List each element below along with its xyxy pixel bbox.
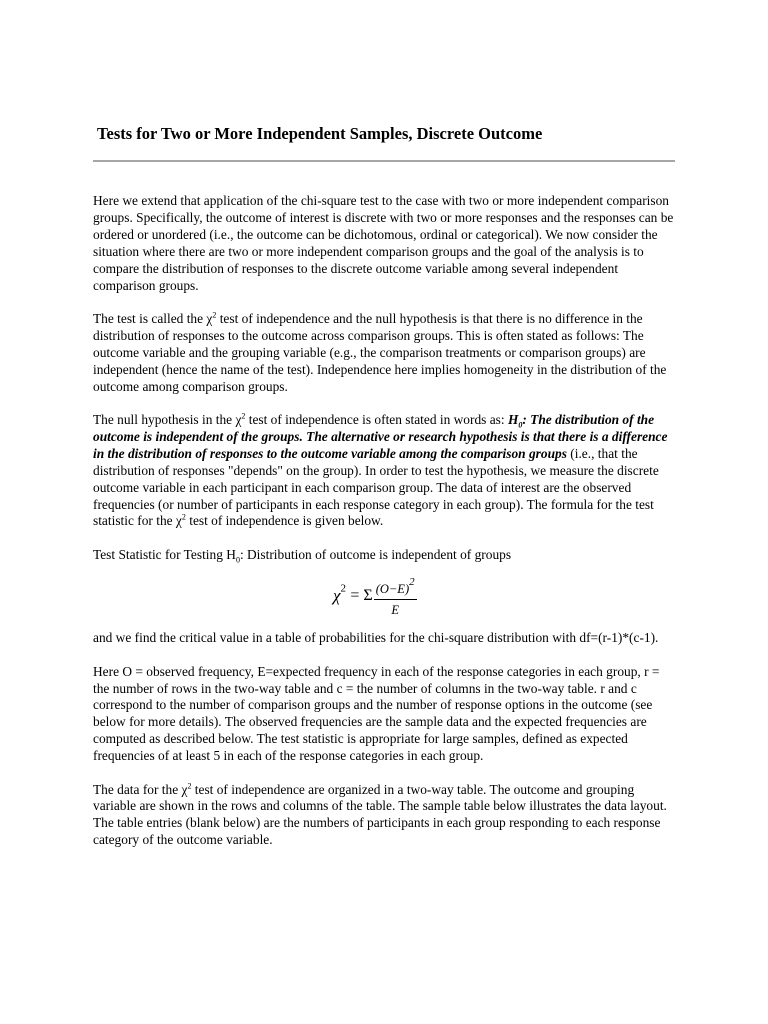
formula-chi: χ	[333, 586, 341, 606]
paragraph-critical-value: and we find the critical value in a table of probabilities for the chi-square distribution with df=(r-1)*(c-1).	[93, 630, 659, 646]
text-segment: The data for the χ	[93, 781, 188, 797]
superscript: 2	[241, 411, 246, 421]
h0-letter: H	[507, 411, 519, 427]
superscript: 2	[187, 781, 192, 791]
text-segment: The null hypothesis in the χ	[93, 411, 242, 427]
numerator-exponent: 2	[409, 576, 415, 589]
formula-equals-sigma: = Σ	[350, 587, 373, 605]
paragraph-intro: Here we extend that application of the chi-square test to the case with two or more independent comparison groups. Specifically, the outcome of interest is discrete with two or more responses and the responses can be ordered or unordered (i.e., the outcome can be dichotomous, ordinal or categorical). We now consider the situation where there are two or more independent comparison groups and the goal of the analysis is to compare the distribution of responses to the discrete outcome variable among several independent comparison groups.	[93, 193, 674, 293]
formula-chi-exponent: 2	[340, 582, 346, 595]
h0-label	[507, 411, 523, 430]
formula-denominator: E	[391, 603, 399, 618]
paragraph-definitions: Here O = observed frequency, E=expected frequency in each of the response categories in each group, r = the number of rows in the two-way table and c = the number of columns in the two-way table. r and c correspond to the number of comparison groups and the number of response options in the outcome (see below for more details). The observed frequencies are the sample data and the expected frequencies are computed as described below. The test statistic is appropriate for large samples, defined as expected frequencies of at least 5 in each of the response categories in each group.	[93, 663, 660, 764]
text-segment: test of independence are organized in a two-way table. The outcome and grouping variable are shown in the rows and columns of the table. The sample table below illustrates the data layout. The table entries (blank below) are the numbers of participants in each group responding to each response category of the outcome variable.	[93, 781, 667, 848]
subscript: 0	[235, 555, 240, 565]
text-segment: test of independence and the null hypothesis is that there is no difference in the distribution of responses to the outcome across comparison groups. This is often stated as follows: The outcome variable and the grouping variable (e.g., the comparison treatments or comparison groups) are independent (hence the name of the test). Independence here implies homogeneity in the distribution of the outcome among comparison groups.	[93, 310, 667, 394]
superscript: 2	[181, 512, 186, 522]
paragraph-null-hypothesis	[93, 412, 678, 530]
text-segment: (i.e., that the distribution of responses "depends" on the group). In order to test the hypothesis, we measure the discrete outcome variable in each participant in each comparison group. The data of interest are the observed frequencies (or number of participants in each response category in each group). The formula for the test statistic for the χ	[93, 445, 659, 529]
text-segment: : Distribution of outcome is independent of groups	[239, 546, 512, 562]
text-segment: test of independence is given below.	[185, 513, 384, 529]
superscript: 2	[212, 310, 217, 320]
numerator-text: (O−E)	[375, 582, 410, 597]
horizontal-divider	[93, 160, 675, 162]
text-segment: test of independence is often stated in words as:	[245, 411, 508, 427]
document-body	[93, 193, 678, 866]
page-title: Tests for Two or More Independent Samples, Discrete Outcome	[97, 124, 543, 143]
paragraph-test-statistic-heading	[93, 547, 678, 564]
hypothesis-statement: : The distribution of the outcome is independent of the groups. The alternative or research hypothesis is that there is a difference in the distribution of responses to the outcome variable among the comparison groups	[93, 411, 668, 461]
paragraph-two-way-table	[93, 782, 678, 850]
subscript: 0	[518, 420, 523, 430]
paragraph-test-name	[93, 311, 678, 396]
text-segment: Test Statistic for Testing H	[93, 546, 236, 562]
formula-block	[93, 574, 678, 622]
chi-square-formula	[333, 574, 417, 619]
text-segment: The test is called the χ	[93, 310, 213, 326]
formula-numerator	[374, 574, 417, 600]
formula-fraction	[374, 574, 417, 619]
